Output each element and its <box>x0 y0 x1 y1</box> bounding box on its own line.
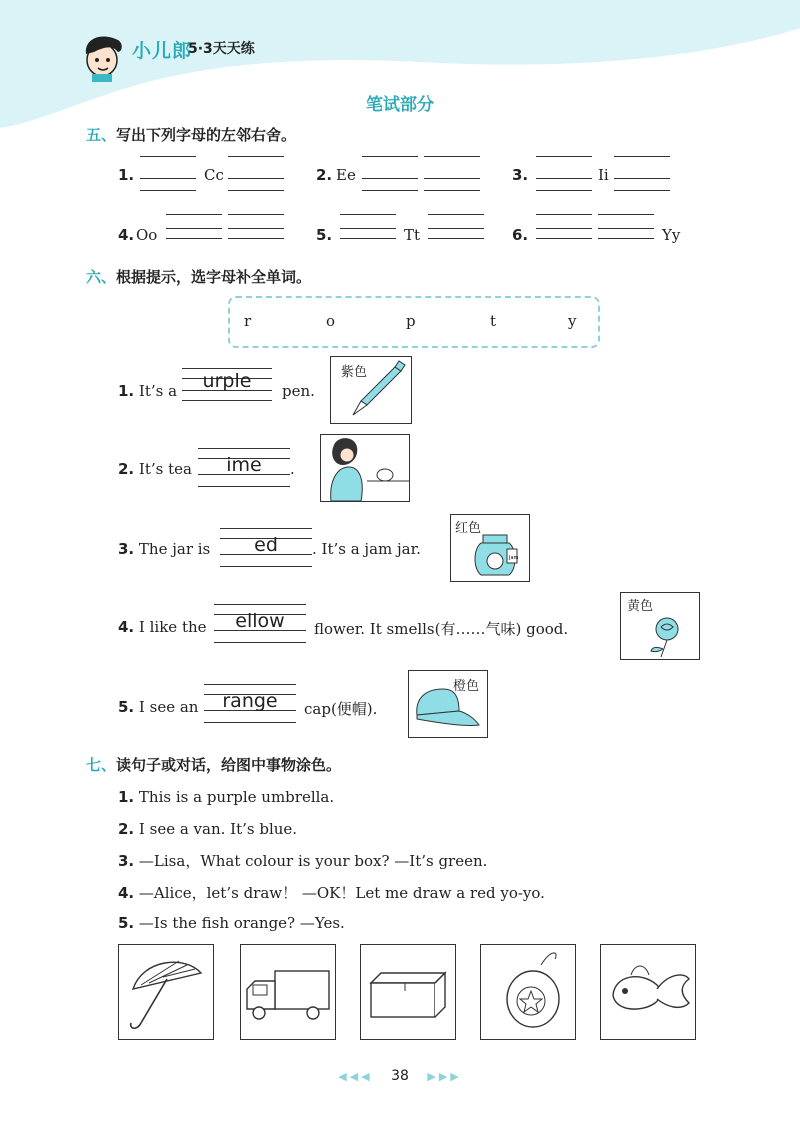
color-hint: 橙色 <box>453 679 480 694</box>
section-title: 笔试部分 <box>366 95 434 115</box>
q6-item-4: 4. I like the <box>118 618 207 636</box>
pen-icon <box>331 357 411 423</box>
q6-heading: 六、根据提示，选字母补全单词。 <box>86 268 312 286</box>
word-fill: ed <box>254 534 278 556</box>
q6-item-2: 2. It’s tea <box>118 460 192 478</box>
jar-picture <box>450 514 530 582</box>
color-hint: 紫色 <box>341 365 368 380</box>
umbrella-coloring-box[interactable] <box>118 944 214 1040</box>
q6-item-text: . It’s a jam jar. <box>312 540 421 558</box>
cap-icon <box>409 671 487 737</box>
q7-sentence: 2. I see a van. It’s blue. <box>118 820 298 838</box>
q6-item-text: pen. <box>282 382 315 400</box>
mascot-icon <box>78 30 128 82</box>
word-writing-lines[interactable] <box>214 604 306 644</box>
rose-icon <box>621 593 699 659</box>
q6-item-text: cap(便帽). <box>304 700 378 718</box>
pen-picture <box>330 356 412 424</box>
q7-sentence: 1. This is a purple umbrella. <box>118 788 335 806</box>
cardboard-box-icon <box>361 945 455 1039</box>
umbrella-icon <box>119 945 213 1039</box>
q5-heading: 五、写出下列字母的左邻右舍。 <box>86 126 297 144</box>
color-hint: 黄色 <box>627 599 654 614</box>
q7-sentence: 3. —Lisa，What colour is your box? —It’s green. <box>118 852 488 870</box>
yoyo-icon <box>481 945 575 1039</box>
q6-item-5: 5. I see an <box>118 698 199 716</box>
jam-jar-icon <box>451 515 529 581</box>
q6-item-text: flower. It smells(有……气味) good. <box>314 620 569 638</box>
word-writing-lines[interactable] <box>198 448 290 488</box>
letter-choice: t <box>490 312 497 330</box>
q6-item-text: . <box>290 460 295 478</box>
word-fill: ime <box>226 454 262 476</box>
q7-sentence: 4. —Alice，let’s draw！ —OK！Let me draw a red yo-yo. <box>118 884 545 902</box>
q6-item-3: 3. The jar is <box>118 540 211 558</box>
tea-time-picture <box>320 434 410 502</box>
jar-label: Jam <box>509 555 519 561</box>
letter-choice: p <box>406 312 416 330</box>
left-arrows: ◀◀◀ <box>338 1070 373 1083</box>
letter-choice: r <box>244 312 252 330</box>
word-writing-lines[interactable] <box>204 684 296 724</box>
page-footer <box>0 1068 800 1084</box>
word-writing-lines[interactable] <box>182 368 272 408</box>
box-coloring-box[interactable] <box>360 944 456 1040</box>
brand-logo: 小儿郎 <box>132 40 193 62</box>
word-fill: ellow <box>235 610 285 632</box>
color-hint: 红色 <box>455 521 482 536</box>
cap-picture <box>408 670 488 738</box>
word-fill: range <box>222 690 278 712</box>
q7-heading: 七、读句子或对话，给图中事物涂色。 <box>86 756 342 774</box>
right-arrows: ▶▶▶ <box>427 1070 462 1083</box>
flower-picture <box>620 592 700 660</box>
page-number: 38 <box>391 1068 409 1084</box>
girl-drinking-tea-icon <box>321 435 409 501</box>
q7-sentence: 5. —Is the fish orange? —Yes. <box>118 914 345 932</box>
word-fill: urple <box>202 370 252 392</box>
letter-choice: y <box>568 312 577 330</box>
word-writing-lines[interactable] <box>220 528 312 568</box>
goldfish-icon <box>601 945 695 1039</box>
van-icon <box>241 945 335 1039</box>
van-coloring-box[interactable] <box>240 944 336 1040</box>
fish-coloring-box[interactable] <box>600 944 696 1040</box>
q6-item-1: 1. It’s a <box>118 382 178 400</box>
series-title: 5·3天天练 <box>188 41 255 57</box>
yoyo-coloring-box[interactable] <box>480 944 576 1040</box>
letter-choices-box <box>228 296 600 348</box>
letter-choice: o <box>326 312 336 330</box>
